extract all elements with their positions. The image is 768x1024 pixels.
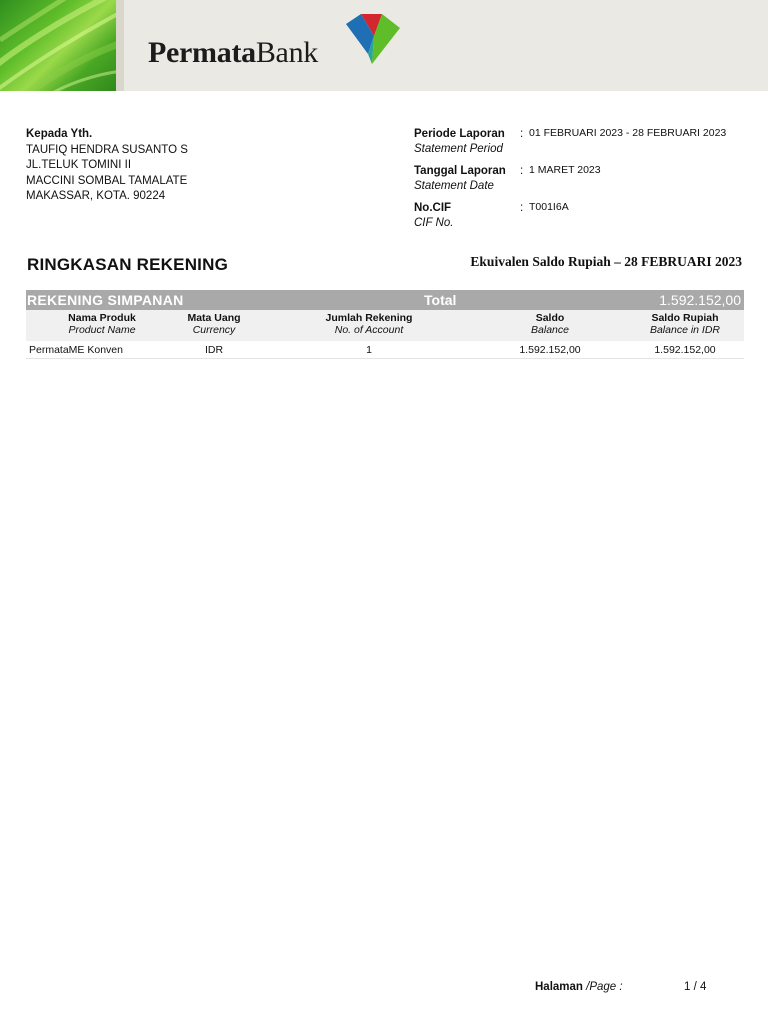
column-header-product: Nama Produk Product Name xyxy=(68,312,136,336)
date-colon: : xyxy=(520,165,524,177)
address-line-1: JL.TELUK TOMINI II xyxy=(26,159,132,171)
savings-section-band xyxy=(26,290,744,310)
recipient-address xyxy=(26,127,188,205)
logo-word-bank: Bank xyxy=(255,36,318,69)
table-row xyxy=(26,341,744,359)
permata-bank-logo xyxy=(148,12,408,72)
table-header xyxy=(26,310,744,341)
total-label: Total xyxy=(424,292,457,308)
cif-row xyxy=(414,201,754,238)
page-label: Halaman xyxy=(535,981,583,993)
statement-info xyxy=(414,127,754,238)
summary-title: RINGKASAN REKENING xyxy=(27,255,229,274)
cell-balance: 1.592.152,00 xyxy=(519,344,581,356)
period-colon: : xyxy=(520,128,524,140)
column-header-currency: Mata Uang Currency xyxy=(187,312,241,336)
summary-equivalent: Ekuivalen Saldo Rupiah – 28 FEBRUARI 2023 xyxy=(470,254,742,269)
period-label-en: Statement Period xyxy=(414,143,503,155)
logo-word-permata: Permata xyxy=(148,36,256,69)
cell-balance-idr: 1.592.152,00 xyxy=(654,344,716,356)
page-footer xyxy=(535,981,707,993)
logo-wordmark xyxy=(148,38,318,68)
date-label: Tanggal Laporan xyxy=(414,165,506,177)
savings-table xyxy=(26,290,744,359)
header-divider xyxy=(116,0,124,91)
date-label-en: Statement Date xyxy=(414,180,494,192)
period-value: 01 FEBRUARI 2023 - 28 FEBRUARI 2023 xyxy=(529,127,727,139)
page-number: 1 / 4 xyxy=(684,981,707,993)
recipient-greeting: Kepada Yth. xyxy=(26,128,93,140)
cif-colon: : xyxy=(520,202,524,214)
column-header-balance-idr: Saldo Rupiah Balance in IDR xyxy=(649,312,721,336)
cif-label: No.CIF xyxy=(414,202,452,214)
header-green-pattern xyxy=(0,0,116,91)
column-header-count: Jumlah Rekening No. of Account xyxy=(325,312,413,336)
cell-currency: IDR xyxy=(204,344,224,356)
column-header-balance: Saldo Balance xyxy=(531,312,569,336)
cell-product: PermataME Konven xyxy=(29,344,123,356)
cif-label-en: CIF No. xyxy=(414,217,454,229)
date-value: 1 MARET 2023 xyxy=(529,164,601,176)
header-band xyxy=(0,0,768,91)
logo-diamond-icon xyxy=(344,12,402,66)
statement-period-row xyxy=(414,127,754,164)
statement-date-row xyxy=(414,164,754,201)
total-amount: 1.592.152,00 xyxy=(659,292,741,308)
cif-value: T001I6A xyxy=(529,201,569,213)
address-line-3: MAKASSAR, KOTA. 90224 xyxy=(26,190,166,202)
recipient-name: TAUFIQ HENDRA SUSANTO S xyxy=(26,143,188,156)
address-line-2: MACCINI SOMBAL TAMALATE xyxy=(26,174,188,187)
page-label-en: /Page : xyxy=(586,981,623,993)
leaf-pattern-icon xyxy=(0,0,116,91)
section-title: REKENING SIMPANAN xyxy=(27,292,184,308)
period-label: Periode Laporan xyxy=(414,128,505,140)
cell-count: 1 xyxy=(366,344,372,356)
